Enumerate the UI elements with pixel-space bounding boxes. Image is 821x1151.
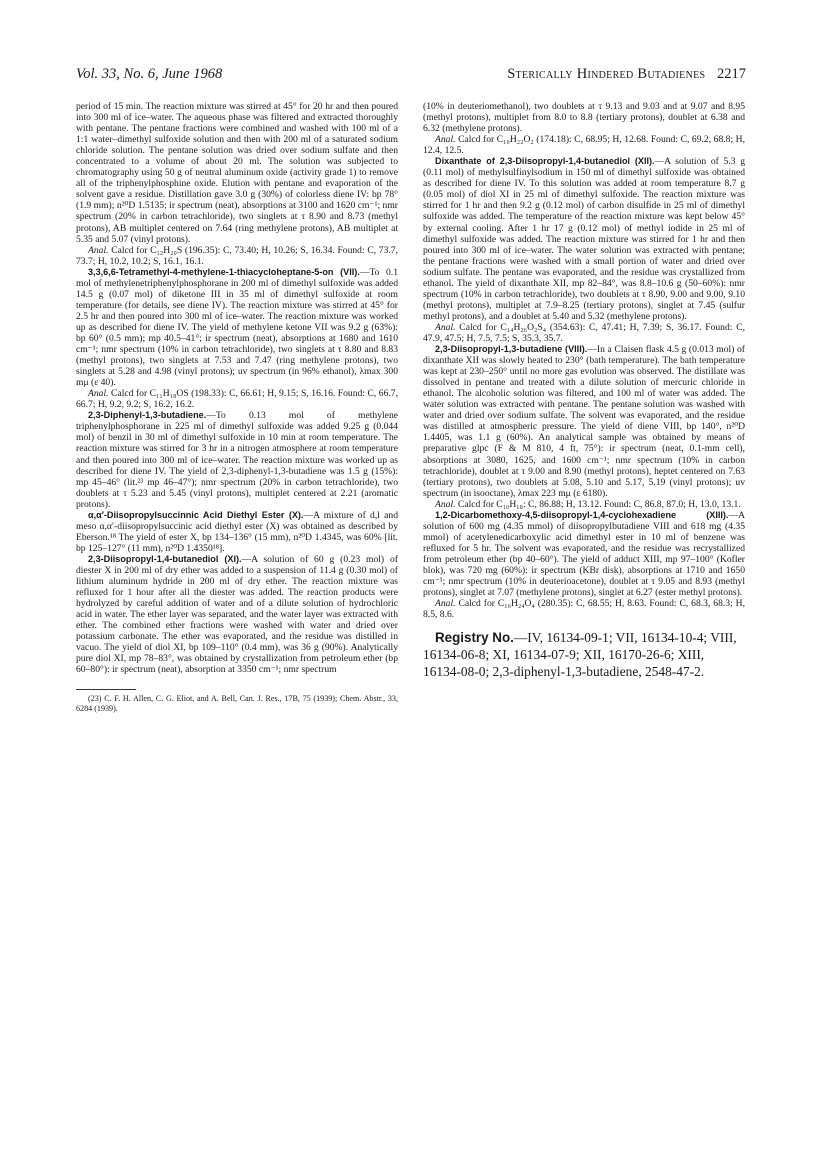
procedure-text: —A solution of 5.3 g (0.11 mol) of methylsulfinylsodium in 150 ml of dimethyl sulfoxide was obtained as described for diene IV. To this solution was added at room temperature 8.7 g (0.05 mol) of diol XI in 25 ml of dimethyl sulfoxide. The reaction mixture was stirred for 1 hr and then 9.2 g (0.12 mol) of carbon disulfide in 25 ml of dimethyl sulfoxide was added. The temperature of the reaction mixture was kept below 45° by external cooling. After 1 hr 17 g (0.12 mol) of methyl iodide in 25 ml of dimethyl sulfoxide was added. The reaction mixture was stirred for 1 hr and then poured into 300 ml of ice–water. The water solution was extracted with pentane; the pentane fractions were washed with a small portion of water and dried over sodium sulfate. The pentane was evaporated, and the residue was crystallized from ethanol. The yield of dixanthate XII, mp 82–84°, was 8.8–10.6 g (50–60%): nmr spectrum (10% in carbon tetrachloride), two doublets at τ 8.90, 9.00 and 9.00, 9.10 (methyl protons), multiplet at 7.9–8.25 (tertiary protons), singlet at 7.45 (sulfur methyl protons), and a doublet at 5.40 and 5.32 (methylene protons). [423,156,745,322]
anal-label: Anal. [88,388,109,400]
footnote-divider [76,689,136,690]
right-column [423,101,745,680]
compound-heading: 2,3-Diisopropyl-1,4-butanediol (XI). [88,553,242,564]
analysis-paragraph [423,134,745,156]
paragraph: (10% in deuteriomethanol), two doublets at τ 9.13 and 9.03 and at 9.07 and 8.95 (methyl protons), multiplet from 8.0 to 8.8 (tertiary protons), doublet at 6.38 and 6.32 (methylene protons). [423,101,745,135]
procedure-paragraph [76,410,398,509]
analysis-text: Calcd for C₁₂H₂₀S (196.35): C, 73.40; H, 10.26; S, 16.34. Found: C, 73.7, 73.7; H, 10.2, 10.2; S, 16.1, 16.1. [76,244,398,267]
procedure-paragraph [423,510,745,598]
procedure-text: —To 0.13 mol of methylene triphenylphosphorane in 225 ml of dimethyl sulfoxide was added 9.25 g (0.044 mol) of benzil in 30 ml of dimethyl sulfoxide in 10 min at room temperature. The reaction mixture was stirred for 3 hr in a nitrogen atmosphere at room temperature and then poured into 300 ml of ice–water. The reaction mixture was worked up as described for diene IV. The yield of 2,3-diphenyl-1,3-butadiene was 1.5 g (15%): mp 45–46° (lit.²³ mp 46–47°); nmr spectrum (20% in carbon tetrachloride), two doublets at τ 5.23 and 5.45 (vinyl protons), multiplet centered at 2.21 (aromatic protons). [76,410,398,510]
procedure-text: —To 0.1 mol of methylenetriphenylphosphorane in 200 ml of dimethyl sulfoxide was added 14.5 g (0.07 mol) of diketone III in 35 ml of dimethyl sulfoxide at room temperature (for details, see diene IV). The reaction mixture was stirred at 45° for 2.5 hr and then poured into 300 ml of ice–water. The reaction mixture was worked up as described for diene IV. The yield of methylene ketone VII was 9.2 g (63%): bp 60° (0.5 mm); mp 40.5–41°; ir spectrum (neat), absorptions at 1680 and 1610 cm⁻¹; nmr spectrum (10% in carbon tetrachloride), two singlets at τ 8.80 and 8.83 (methyl protons), two singlets at 7.53 and 7.47 (ring methylene protons), two singlets at 5.28 and 4.98 (vinyl protons); uv spectrum (in 96% ethanol), λmax 300 mμ (ε 40). [76,266,398,389]
procedure-paragraph [76,554,398,676]
analysis-text: Calcd for C₁₀H₁₈: C, 86.88; H, 13.12. Found: C, 86.8, 87.0; H, 13.0, 13.1. [455,498,741,510]
left-column [76,101,398,714]
procedure-text: —A solution of 600 mg (4.35 mmol) of diisopropylbutadiene VIII and 618 mg (4.35 mmol) of acetylenedicarboxylic acid dimethyl ester in 10 ml of benzene was refluxed for 5 hr. The solvent was evaporated, and the residue was recrystallized from petroleum ether (bp 40–60°). The yield of adduct XIII, mp 97–100° (Kofler blok), was 720 mg (60%): ir spectrum (KBr disk), absorptions at 1710 and 1650 cm⁻¹; nmr spectrum (10% in deuterioacetone), doublet at τ 9.05 and 8.93 (methyl protons), singlet at 7.07 (methylene protons), singlet at 6.27 (ester methyl protons). [423,509,745,599]
analysis-paragraph [76,388,398,410]
analysis-text: Calcd for C₁₄H₂₆O₂S₄ (354.63): C, 47.41; H, 7.39; S, 36.17. Found: C, 47.9, 47.5; H, 7.5, 7.5; S, 35.3, 35.7. [423,321,745,344]
running-title: Sterically Hindered Butadienes [507,66,706,82]
compound-heading: 2,3-Diisopropyl-1,3-butadiene (VIII). [435,344,588,355]
page-number: 2217 [717,66,746,82]
procedure-text: —In a Claisen flask 4.5 g (0.013 mol) of dixanthate XII was slowly heated to 230° (bath temperature). The bath temperature was kept at 230–250° until no more gas evolution was observed. The distillate was dissolved in pentane and treated with a dilute solution of mercuric chloride in ethanol. The alcoholic solution was filtered, and 100 ml of water was added. The water solution was extracted with pentane. The pentane solution was washed with water and dried over sodium sulfate. The solvent was evaporated, and the residue was distilled at atmospheric pressure. The yield of diene VIII, bp 140°, n²⁰D 1.4405, was 1.1 g (60%). An analytical sample was obtained by means of preparative glpc (F & M 810, 4 ft, 75°): ir spectrum (neat, 0.1-mm cell), absorptions at 3080, 1625, and 1600 cm⁻¹; nmr spectrum (10% in carbon tetrachloride), doublet at τ 9.00 and 8.90 (methyl protons), heptet centered on 7.63 (tertiary protons), two doublets at 5.08, 5.10 and 5.17, 5.19 (vinyl protons); uv spectrum (in isooctane), λmax 223 mμ (ε 6180). [423,344,746,499]
registry-label: Registry No. [435,630,514,646]
procedure-text: —A mixture of d,l and meso α,α′-diisopropylsuccinic acid diethyl ester (X) was obtained as described by Eberson.¹⁸ The yield of ester X, bp 134–136° (15 mm), n²⁰D 1.4345, was 60% [lit. bp 125–127° (11 mm), n²⁰D 1.4350¹⁸]. [76,509,398,554]
paragraph: period of 15 min. The reaction mixture was stirred at 45° for 20 hr and then poured into 300 ml of ice–water. The aqueous phase was filtered and extracted thoroughly with pentane. The pentane fractions were combined and washed with 100 ml of a 1:1 water–dimethyl sulfoxide solution and then with 200 ml of a saturated sodium chloride solution. The pentane solution was dried over sodium sulfate and then concentrated to a volume of about 20 ml. The solution was subjected to chromatography using 50 g of neutral aluminum oxide (activity grade 1) to remove all of the triphenylphosphine oxide. Elution with pentane and evaporation of the solvent gave a residue. Distillation gave 3.0 g (30%) of colorless diene IV: bp 78° (1.9 mm); n²⁰D 1.5135; ir spectrum (neat), absorptions at 3100 and 1620 cm⁻¹; nmr spectrum (20% in carbon tetrachloride), two singlets at τ 8.90 and 8.73 (methyl protons), AB multiplet centered on 7.64 (ring methylene protons), AB multiplet at 5.35 and 5.07 (vinyl protons). [76,101,398,245]
procedure-paragraph [423,156,745,322]
compound-heading: Dixanthate of 2,3-Diisopropyl-1,4-butanediol (XII). [435,156,655,167]
compound-heading: 1,2-Dicarbomethoxy-4,5-diisopropyl-1,4-cyclohexadiene (XIII). [435,509,729,520]
compound-heading: 2,3-Diphenyl-1,3-butadiene. [88,410,207,421]
procedure-paragraph [76,510,398,554]
analysis-paragraph [423,499,745,510]
analysis-text: Calcd for C₁₁H₁₈OS (198.33): C, 66.61; H, 9.15; S, 16.16. Found: C, 66.7, 66.7; H, 9.2, 9.2; S, 16.2, 16.2. [76,388,398,411]
analysis-paragraph [76,245,398,267]
procedure-paragraph [76,267,398,389]
journal-citation: Vol. 33, No. 6, June 1968 [76,66,223,82]
analysis-text: Calcd for C₁₀H₂₂O₂ (174.18): C, 68.95; H, 12.68. Found: C, 69.2, 68.8; H, 12.4, 12.5. [423,134,745,157]
registry-numbers [423,629,745,680]
anal-label: Anal. [435,598,456,610]
analysis-paragraph [423,598,745,620]
anal-label: Anal. [435,498,456,510]
anal-label: Anal. [88,244,109,256]
compound-heading: 3,3,6,6-Tetramethyl-4-methylene-1-thiacycloheptane-5-on (VII). [88,266,360,277]
analysis-paragraph [423,322,745,344]
compound-heading: α,α′-Diisopropylsuccinnic Acid Diethyl Ester (X). [88,509,304,520]
anal-label: Anal. [435,321,456,333]
analysis-text: Calcd for C₁₆H₂₄O₄ (280.35): C, 68.55; H, 8.63. Found: C, 68.3, 68.3; H, 8.5, 8.6. [423,598,745,621]
procedure-text: —A solution of 60 g (0.23 mol) of diester X in 200 ml of dry ether was added to a suspension of 11.4 g (0.30 mol) of lithium aluminum hydride in 200 ml of dry ether. The reaction mixture was refluxed for 1 hour after all the diester was added. The reaction products were hydrolyzed by careful addition of water and of a dilute solution of hydrochloric acid in water. The ether layer was separated, and the water layer was extracted with ether. The combined ether fractions were washed with water and dried over potassium carbonate. The ether was evaporated, and the residue was distilled in vacuo. The yield of diol XI, bp 109–110° (0.4 mm), was 36 g (90%). Analytically pure diol XI, mp 78–83°, was obtained by crystallization from petroleum ether (bp 60–80°): ir spectrum (neat), absorption at 3350 cm⁻¹; nmr spectrum [76,553,398,676]
footnote: (23) C. F. H. Allen, C. G. Eliot, and A. Bell, Can. J. Res., 17B, 75 (1939); Chem. Abstr., 33, 6284 (1939). [76,694,398,714]
anal-label: Anal. [435,134,456,146]
running-head [507,66,746,83]
page-header [76,66,746,88]
procedure-paragraph [423,344,745,499]
registry-text: —IV, 16134-09-1; VII, 16134-10-4; VIII, 16134-06-8; XI, 16134-07-9; XII, 16170-26-6; XIII, 16134-08-0; 2,3-diphenyl-1,3-butadiene, 2548-47-2. [423,630,737,680]
